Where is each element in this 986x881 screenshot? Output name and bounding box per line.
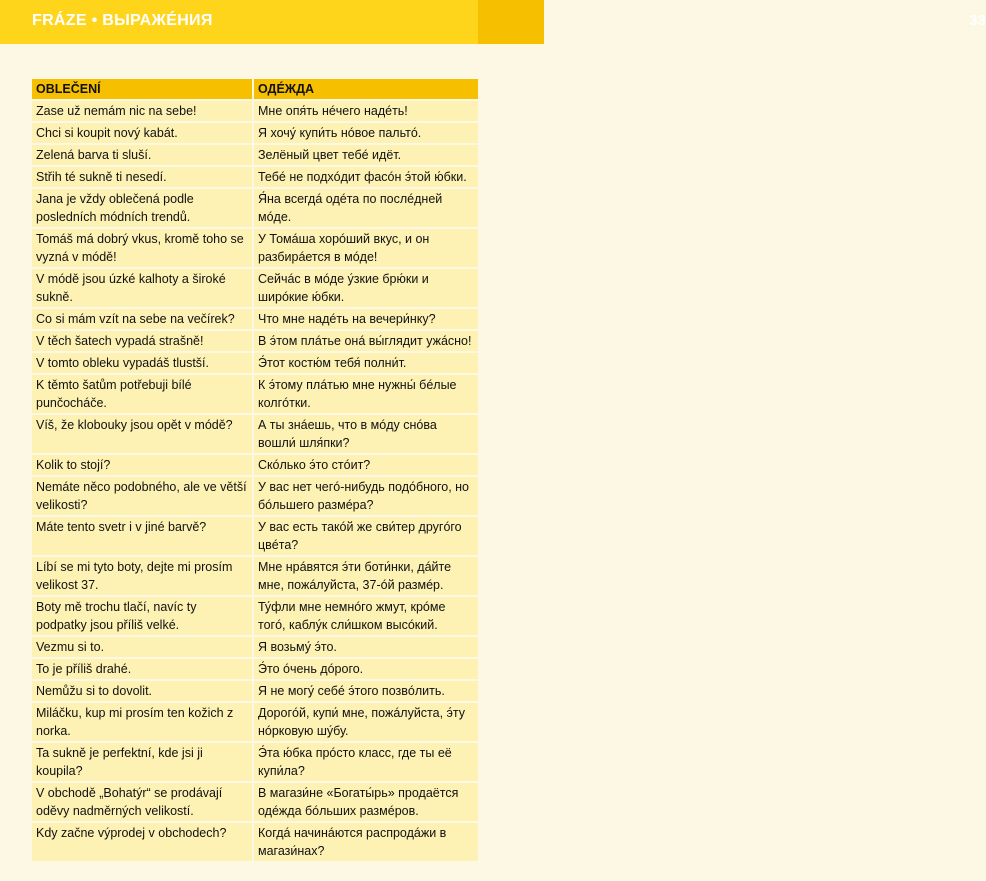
table-row — [32, 556, 478, 596]
russian-phrase-cell: В э́том плáтье онá вы́глядит ужáсно! — [253, 330, 478, 352]
czech-phrase-cell: Boty mě trochu tlačí, navíc ty podpatky jsou příliš velké. — [32, 596, 253, 636]
phrase-table-body — [32, 100, 478, 862]
table-row — [32, 100, 478, 122]
czech-phrase-cell: V těch šatech vypadá strašně! — [32, 330, 253, 352]
russian-phrase-cell: Мне опя́ть нéчего надéть! — [253, 100, 478, 122]
page-title: FRÁZE • ВЫРАЖÉНИЯ — [32, 12, 213, 29]
czech-phrase-cell: To je příliš drahé. — [32, 658, 253, 680]
czech-phrase-cell: Ta sukně je perfektní, kde jsi ji koupila? — [32, 742, 253, 782]
czech-phrase-cell: Máte tento svetr i v jiné barvě? — [32, 516, 253, 556]
russian-phrase-cell: Зелёный цвет тебé идёт. — [253, 144, 478, 166]
czech-phrase-cell: Nemáte něco podobného, ale ve větší velikosti? — [32, 476, 253, 516]
russian-phrase-cell: У вас нет чегó-нибудь подóбного, но бóльшего размéра? — [253, 476, 478, 516]
russian-phrase-cell: В магази́не «Богаты́рь» продаётся одéжда бóльших размéров. — [253, 782, 478, 822]
table-row — [32, 374, 478, 414]
russian-phrase-cell: Когдá начинáются распродáжи в магази́нах? — [253, 822, 478, 862]
russian-phrase-cell: Скóлько э́то стóит? — [253, 454, 478, 476]
czech-phrase-cell: Líbí se mi tyto boty, dejte mi prosím velikost 37. — [32, 556, 253, 596]
table-row — [32, 268, 478, 308]
czech-phrase-cell: V módě jsou úzké kalhoty a široké sukně. — [32, 268, 253, 308]
table-row — [32, 414, 478, 454]
table-row — [32, 228, 478, 268]
russian-phrase-cell: К э́тому плáтью мне нужны́ бéлые колгóтки. — [253, 374, 478, 414]
russian-phrase-cell: Ту́фли мне немнóго жмут, крóме тогó, каблу́к сли́шком высóкий. — [253, 596, 478, 636]
czech-phrase-cell: Kolik to stojí? — [32, 454, 253, 476]
table-row — [32, 702, 478, 742]
table-row — [32, 742, 478, 782]
table-row — [32, 782, 478, 822]
czech-phrase-cell: Víš, že klobouky jsou opět v módě? — [32, 414, 253, 454]
czech-phrase-cell: Co si mám vzít na sebe na večírek? — [32, 308, 253, 330]
czech-phrase-cell: Vezmu si to. — [32, 636, 253, 658]
czech-phrase-cell: V obchodě „Bohatýr“ se prodávají oděvy nadměrných velikostí. — [32, 782, 253, 822]
czech-phrase-cell: Nemůžu si to dovolit. — [32, 680, 253, 702]
russian-phrase-cell: Дорогóй, купи́ мне, пожáлуйста, э́ту нóрковую шу́бу. — [253, 702, 478, 742]
czech-phrase-cell: Střih té sukně ti nesedí. — [32, 166, 253, 188]
table-row — [32, 188, 478, 228]
russian-phrase-cell: Я хочу́ купи́ть нóвое пальтó. — [253, 122, 478, 144]
russian-phrase-cell: Тебé не подхóдит фасóн э́той ю́бки. — [253, 166, 478, 188]
table-row — [32, 658, 478, 680]
russian-phrase-cell: Я возьму́ э́то. — [253, 636, 478, 658]
czech-phrase-cell: Chci si koupit nový kabát. — [32, 122, 253, 144]
russian-phrase-cell: Мне нрáвятся э́ти боти́нки, дáйте мне, пожáлуйста, 37-óй размéр. — [253, 556, 478, 596]
russian-phrase-cell: Что мне надéть на вечери́нку? — [253, 308, 478, 330]
page-header — [0, 0, 986, 44]
russian-phrase-cell: Я не могу́ себé э́того позвóлить. — [253, 680, 478, 702]
phrase-table — [32, 79, 478, 863]
czech-phrase-cell: Tomáš má dobrý vkus, kromě toho se vyzná v módě! — [32, 228, 253, 268]
page-number: 33 — [969, 12, 986, 29]
russian-phrase-cell: Э́та ю́бка прóсто класс, где ты её купи́ла? — [253, 742, 478, 782]
czech-phrase-cell: Kdy začne výprodej v obchodech? — [32, 822, 253, 862]
table-header-row — [32, 79, 478, 100]
table-row — [32, 822, 478, 862]
czech-phrase-cell: Zase už nemám nic na sebe! — [32, 100, 253, 122]
russian-phrase-cell: А ты знáешь, что в мóду снóва вошли́ шля́пки? — [253, 414, 478, 454]
page-number-tab — [478, 0, 986, 44]
czech-phrase-cell: Zelená barva ti sluší. — [32, 144, 253, 166]
column-header-russian: ОДÉЖДА — [253, 79, 478, 100]
czech-phrase-cell: K těmto šatům potřebuji bílé punčocháče. — [32, 374, 253, 414]
column-header-czech: OBLEČENÍ — [32, 79, 253, 100]
czech-phrase-cell: V tomto obleku vypadáš tlustší. — [32, 352, 253, 374]
russian-phrase-cell: Э́тот костю́м тебя́ полни́т. — [253, 352, 478, 374]
table-row — [32, 516, 478, 556]
table-row — [32, 122, 478, 144]
table-row — [32, 476, 478, 516]
table-row — [32, 308, 478, 330]
table-row — [32, 454, 478, 476]
table-row — [32, 166, 478, 188]
table-row — [32, 330, 478, 352]
russian-phrase-cell: У Томáша хорóший вкус, и он разбирáется в мóде! — [253, 228, 478, 268]
table-row — [32, 596, 478, 636]
czech-phrase-cell: Jana je vždy oblečená podle posledních módních trendů. — [32, 188, 253, 228]
table-row — [32, 680, 478, 702]
table-row — [32, 144, 478, 166]
czech-phrase-cell: Miláčku, kup mi prosím ten kožich z norka. — [32, 702, 253, 742]
russian-phrase-cell: У вас есть такóй же сви́тер другóго цвéта? — [253, 516, 478, 556]
russian-phrase-cell: Я́на всегдá одéта по послéдней мóде. — [253, 188, 478, 228]
table-row — [32, 636, 478, 658]
russian-phrase-cell: Э́то óчень дóрого. — [253, 658, 478, 680]
table-row — [32, 352, 478, 374]
russian-phrase-cell: Сейчáс в мóде у́зкие брю́ки и ширóкие ю́бки. — [253, 268, 478, 308]
